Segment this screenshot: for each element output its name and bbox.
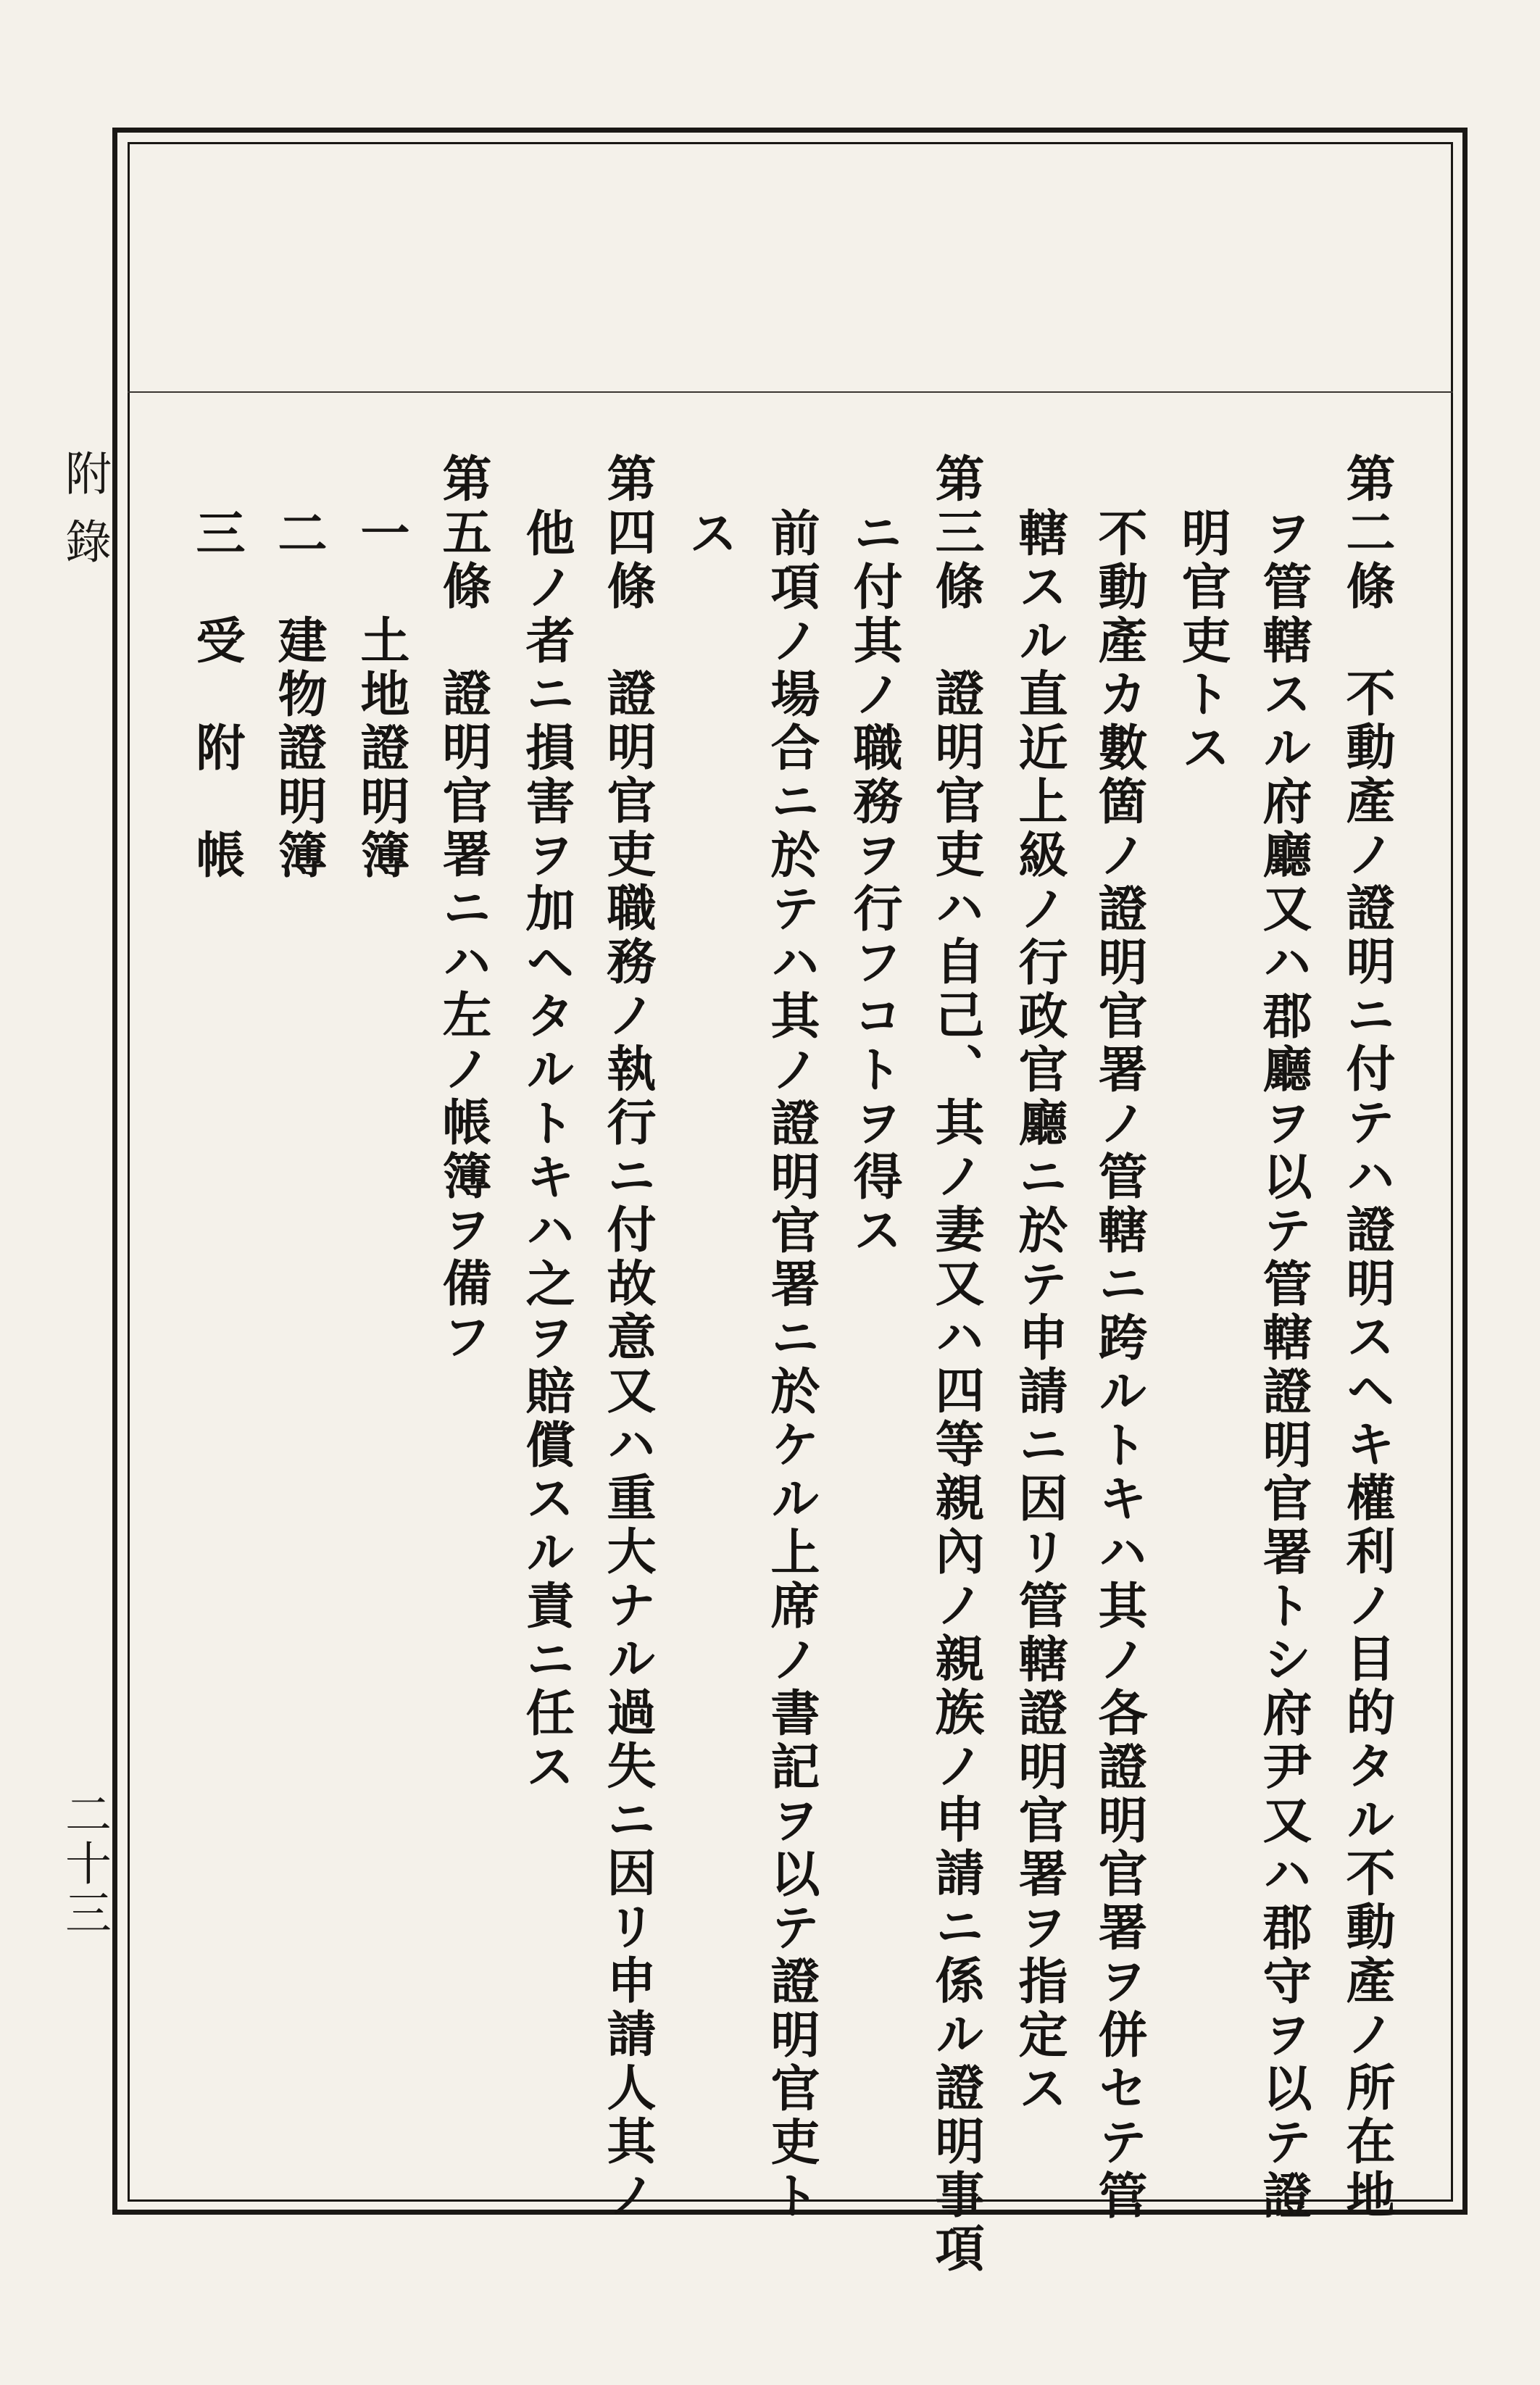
article-4-line-2: 他ノ者ニ損害ヲ加ヘタルトキハ之ヲ賠償スル責ニ任ス [517, 507, 575, 1794]
article-3-line-2: ニ付其ノ職務ヲ行フコトヲ得ス [845, 507, 903, 1258]
article-2-line-1: 第二條 不動產ノ證明ニ付テハ證明スヘキ權利ノ目的タル不動產ノ所在地 [1338, 453, 1396, 2223]
page-number: 二十三 [57, 1790, 111, 1938]
ledger-item-3: 三 受 附 帳 [188, 507, 246, 883]
article-2-line-3: 明官吏トス [1173, 507, 1231, 775]
margin-section-label: 附錄 [57, 449, 111, 586]
article-2-line-5: 轄スル直近上級ノ行政官廳ニ於テ申請ニ因リ管轄證明官署ヲ指定ス [1010, 507, 1068, 2116]
header-rule [128, 391, 1453, 393]
article-5-line-1: 第五條 證明官署ニハ左ノ帳簿ヲ備フ [434, 453, 492, 1365]
article-4-line-1: 第四條 證明官吏職務ノ執行ニ付故意又ハ重大ナル過失ニ因リ申請人其ノ [599, 453, 657, 2223]
article-3-line-4: ス [680, 507, 738, 561]
article-3-line-1: 第三條 證明官吏ハ自己、其ノ妻又ハ四等親內ノ親族ノ申請ニ係ル證明事項 [927, 453, 985, 2276]
ledger-item-1: 一 土地證明簿 [352, 507, 410, 883]
article-2-line-4: 不動產カ數箇ノ證明官署ノ管轄ニ跨ルトキハ其ノ各證明官署ヲ併セテ管 [1090, 507, 1148, 2223]
ledger-item-2: 二 建物證明簿 [270, 507, 328, 883]
article-3-line-3: 前項ノ場合ニ於テハ其ノ證明官署ニ於ケル上席ノ書記ヲ以テ證明官吏ト [762, 507, 820, 2223]
article-2-line-2: ヲ管轄スル府廳又ハ郡廳ヲ以テ管轄證明官署トシ府尹又ハ郡守ヲ以テ證 [1254, 507, 1312, 2223]
